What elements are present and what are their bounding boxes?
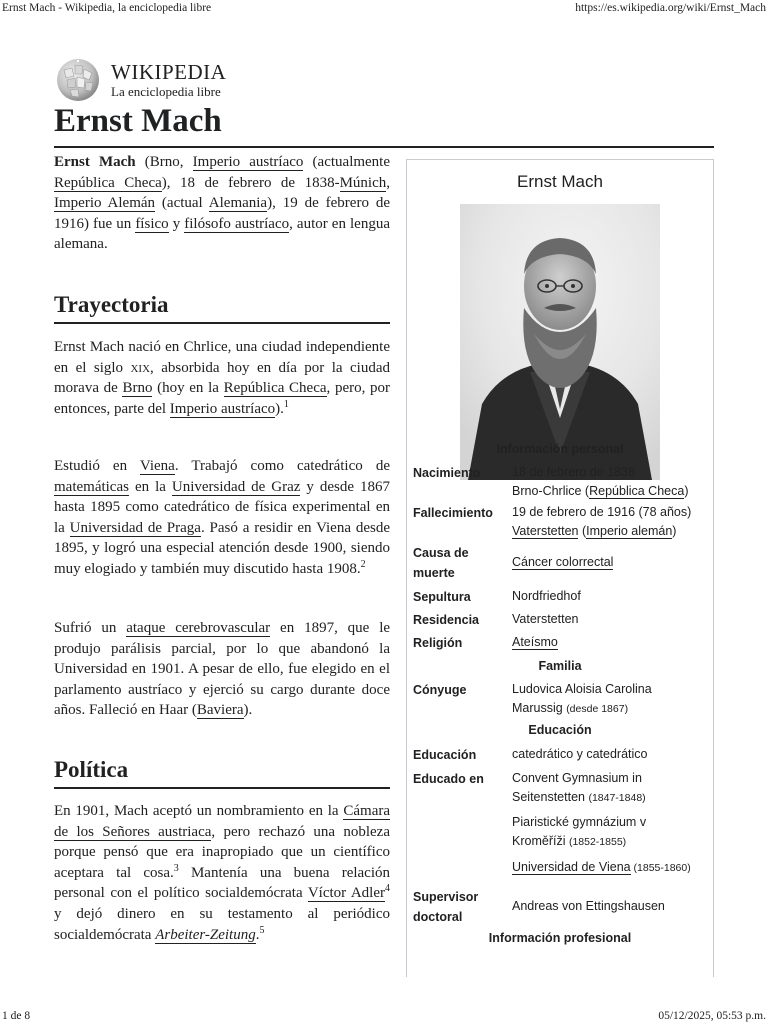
paragraph-text: en la (128, 478, 172, 495)
link-republica-checa[interactable]: República Checa (54, 174, 162, 191)
intro-text: (Brno, (135, 154, 193, 170)
spouse-name: Ludovica Aloisia Carolina (512, 682, 652, 696)
paragraph-text: Mantenía una buena relación personal con el político socialdemócrata (54, 864, 390, 902)
value-religion (512, 633, 712, 652)
death-place (512, 522, 712, 541)
value-educado-3 (512, 858, 712, 878)
trayectoria-paragraph-2 (54, 456, 390, 580)
paragraph-text: Ernst Mach nació en Chrlice, una ciudad independiente en el siglo (54, 339, 390, 376)
link-ataque-cerebrovascular[interactable]: ataque cerebrovascular (126, 620, 271, 636)
link-alemania[interactable]: Alemania (208, 195, 268, 212)
label-nacimiento: Nacimiento (413, 466, 481, 480)
label-line: doctoral (413, 910, 463, 924)
reference-2[interactable]: 2 (360, 558, 366, 570)
link-viena[interactable]: Viena (139, 458, 175, 474)
intro-text: ), 18 de febrero de 1838- (161, 174, 340, 191)
school-years: (1855-1860) (630, 862, 691, 874)
link-republica-checa[interactable]: República Checa (223, 380, 327, 397)
reference-1[interactable]: 1 (283, 398, 289, 410)
intro-text: (actualmente (303, 154, 391, 170)
link-cancer-colorrectal[interactable]: Cáncer colorrectal (512, 555, 614, 569)
value-supervisor-doctoral: Andreas von Ettingshausen (512, 899, 665, 913)
birth-place-text: Brno-Chrlice ( (512, 484, 590, 498)
link-republica-checa[interactable]: República Checa (589, 484, 685, 498)
spouse-name-cont (512, 699, 712, 719)
link-munich[interactable]: Múnich (339, 174, 387, 191)
paragraph-text: , absorbida hoy en día por la ciudad morava de (54, 359, 390, 397)
marriage-year: (desde 1867) (566, 703, 629, 715)
death-place-text: ( (578, 524, 587, 538)
politica-paragraph-1 (54, 801, 390, 945)
print-footer (0, 1010, 768, 1024)
link-fisico[interactable]: físico (135, 215, 169, 232)
link-universidad-de-graz[interactable]: Universidad de Graz (171, 478, 301, 495)
paragraph-text: en 1897, que le produjo parálisis parcial, por lo que abandonó la Universidad en 1901. A pesar de ello, fue elegido en el parlamento austríaco y ejerció su cargo durante doce años. Falleció en Haar ( (54, 620, 391, 719)
paragraph-text: Sufrió un (54, 620, 127, 636)
trayectoria-paragraph-3 (54, 618, 390, 721)
school-name-text: Seitenstetten (512, 790, 589, 804)
infobox-header-educacion: Educación (528, 723, 592, 737)
wikipedia-tagline: La enciclopedia libre (111, 84, 221, 99)
paragraph-text: , pero, por entonces, parte del (54, 380, 390, 417)
reference-5[interactable]: 5 (259, 924, 265, 936)
value-residencia: Vaterstetten (512, 612, 579, 626)
century-numeral: xix (130, 359, 151, 376)
school-name: Piaristické gymnázium v (512, 815, 647, 829)
link-baviera[interactable]: Baviera (196, 702, 244, 719)
trayectoria-paragraph-1 (54, 337, 390, 419)
label-line: Supervisor (413, 890, 479, 904)
intro-text: y (168, 215, 185, 232)
intro-text: ), 19 de febrero de 1916) fue un (54, 195, 390, 232)
print-header-title: Ernst Mach - Wikipedia, la enciclopedia libre (2, 2, 212, 14)
label-conyuge: Cónyuge (413, 683, 467, 697)
link-camara-de-los-senores[interactable]: Cámara de los Señores austriaca (54, 803, 390, 840)
reference-4[interactable]: 4 (385, 883, 390, 895)
link-imperio-austriaco[interactable]: Imperio austríaco (169, 400, 276, 417)
death-place-text: ) (672, 524, 677, 538)
print-datetime: 05/12/2025, 05:53 p.m. (658, 1010, 766, 1022)
link-filosofo-austriaco[interactable]: filósofo austríaco (184, 215, 290, 232)
section-divider (54, 787, 390, 789)
label-supervisor-doctoral (413, 887, 509, 927)
death-date: 19 de febrero de 1916 (78 años) (512, 505, 692, 519)
link-universidad-de-viena[interactable]: Universidad de Viena (512, 860, 631, 874)
infobox-title: Ernst Mach (517, 172, 603, 191)
value-educado-2 (512, 813, 712, 852)
school-name-text: Kroměříži (512, 834, 569, 848)
intro-text: (actual (155, 195, 209, 212)
subject-name: Ernst Mach (54, 154, 136, 170)
section-heading-politica: Política (54, 757, 129, 782)
value-causa-de-muerte (512, 553, 712, 572)
value-educacion: catedrático y catedrático (512, 747, 648, 761)
label-educacion: Educación (413, 748, 477, 762)
school-name: Convent Gymnasium in (512, 771, 642, 785)
paragraph-text: , pero rechazó una nobleza porque pensó que era inapropiado que un científico aceptara tal cosa. (54, 823, 391, 881)
label-religion: Religión (413, 636, 463, 650)
paragraph-text: (hoy en la (152, 380, 224, 397)
link-universidad-de-praga[interactable]: Universidad de Praga (69, 519, 201, 536)
print-header (0, 2, 768, 16)
label-residencia: Residencia (413, 613, 480, 627)
paragraph-text: Estudió en (54, 458, 140, 474)
value-nacimiento (512, 463, 712, 501)
birth-place (512, 482, 712, 501)
link-imperio-aleman[interactable]: Imperio Alemán (54, 195, 156, 212)
link-vaterstetten[interactable]: Vaterstetten (512, 524, 579, 538)
wikipedia-wordmark: WIKIPEDIA (111, 60, 227, 84)
school-name-cont (512, 832, 712, 852)
value-educado-1 (512, 769, 712, 808)
paragraph-text: ). (243, 702, 253, 719)
paragraph-text: . (255, 926, 260, 943)
birth-date: 18 de febrero de 1838 (512, 465, 636, 479)
school-name-cont (512, 788, 712, 808)
value-conyuge (512, 680, 712, 719)
link-matematicas[interactable]: matemáticas (54, 478, 129, 495)
print-header-url: https://es.wikipedia.org/wiki/Ernst_Mach (575, 2, 766, 14)
section-heading-trayectoria: Trayectoria (54, 292, 169, 317)
value-fallecimiento (512, 503, 712, 541)
label-line: muerte (413, 566, 455, 580)
infobox-header-familia: Familia (538, 659, 582, 673)
intro-paragraph (54, 152, 390, 255)
paragraph-text: . Trabajó como catedrático de (174, 458, 390, 474)
wikipedia-globe-icon (54, 56, 102, 104)
label-line: Causa de (413, 546, 469, 560)
label-causa-de-muerte (413, 543, 509, 583)
birth-place-text: ) (684, 484, 689, 498)
reference-3[interactable]: 3 (173, 862, 179, 874)
infobox-header-personal: Información personal (496, 442, 624, 456)
paragraph-text: y dejó dinero en su testamento al periódico socialdemócrata (54, 905, 390, 943)
value-sepultura: Nordfriedhof (512, 589, 581, 603)
page-title: Ernst Mach (54, 103, 222, 139)
label-fallecimiento: Fallecimiento (413, 506, 493, 520)
portrait-photo[interactable] (460, 204, 660, 480)
spouse-surname: Marussig (512, 701, 567, 715)
label-educado-en: Educado en (413, 772, 484, 786)
link-brno[interactable]: Brno (122, 380, 153, 397)
link-arbeiter-zeitung[interactable]: Arbeiter-Zeitung (155, 926, 256, 943)
intro-text: , (386, 174, 390, 191)
infobox-header-profesional: Información profesional (488, 931, 632, 945)
section-divider (54, 322, 390, 324)
link-ateismo[interactable]: Ateísmo (512, 635, 558, 649)
paragraph-text: ). (275, 400, 284, 417)
label-sepultura: Sepultura (413, 590, 471, 604)
school-years: (1847-1848) (588, 792, 646, 804)
paragraph-text: . Pasó a residir en Viena desde 1895, y logró una especial atención desde 1900, siendo muy elogiado y también muy discutido hasta 1908. (54, 519, 390, 577)
paragraph-text: y desde 1867 hasta 1895 como catedrático de física experimental en la (54, 478, 391, 536)
school-years: (1852-1855) (568, 836, 627, 848)
link-imperio-austriaco[interactable]: Imperio austríaco (192, 154, 304, 170)
paragraph-text: En 1901, Mach aceptó un nombramiento en la (54, 803, 344, 819)
infobox (406, 159, 714, 977)
link-imperio-aleman[interactable]: Imperio alemán (586, 524, 673, 538)
link-victor-adler[interactable]: Víctor Adler (307, 885, 385, 902)
page-counter: 1 de 8 (2, 1010, 31, 1022)
intro-text: , autor en lengua alemana. (54, 215, 390, 253)
title-divider (54, 146, 714, 148)
